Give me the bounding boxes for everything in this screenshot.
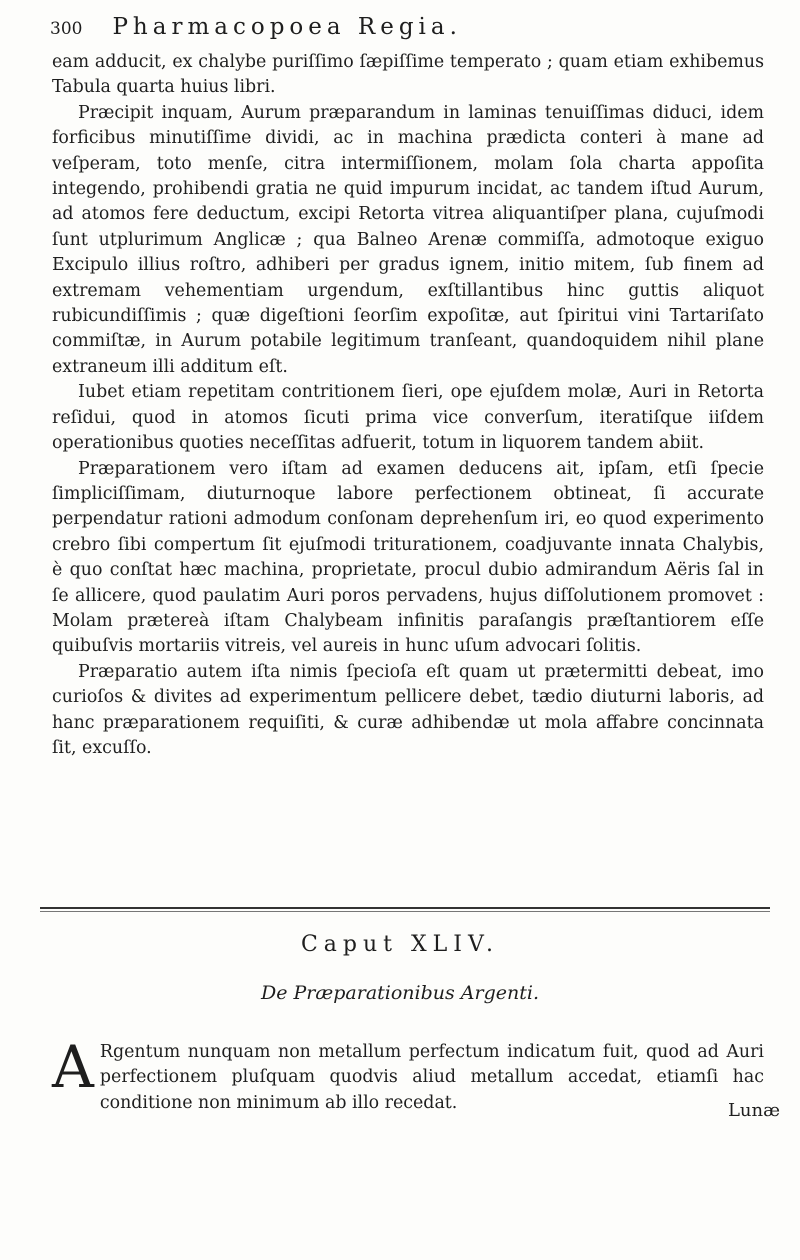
page-header bbox=[50, 14, 770, 48]
paragraph: Præparatio autem iſta nimis ſpecioſa eſt quam ut prætermitti debeat, imo curioſos & divites ad experimentum pellicere debet, tædio diuturni laboris, ad hanc præparationem requiſiti, & curæ adhibendæ ut mola affabre concinnata ſit, excuſſo. bbox=[52, 661, 764, 758]
running-head: Pharmacopoea Regia. bbox=[112, 14, 462, 40]
paragraph: Præcipit inquam, Aurum præparandum in laminas tenuiſſimas diduci, idem forficibus minutiſſime dividi, ac in machina prædicta conteri à mane ad veſperam, toto menſe, citra intermiſſionem, molam ſola charta appoſita integendo, prohibendi gratia ne quid impurum incidat, ac tandem iſtud Aurum, ad atomos fere deductum, excipi Retorta vitrea aliquantiſper plana, cujuſmodi ſunt utplurimum Anglicæ ; qua Balneo Arenæ commiſſa, admotoque exiguo Excipulo illius roſtro, adhiberi per gradus ignem, initio mitem, ſub finem ad extremam vehementiam urgendum, exſtillantibus hinc guttis aliquot rubicundiſſimis ; quæ digeſtioni ſeorſim expoſitæ, aut ſpiritui vini Tartariſato commiſtæ, in Aurum potabile legitimum tranſeant, quandoquidem nihil plane extraneum illi additum eſt. bbox=[52, 102, 764, 377]
chapter-text bbox=[52, 1033, 764, 1116]
chapter-subtitle: De Præparationibus Argenti. bbox=[261, 982, 539, 1004]
paragraph: Præparationem vero iſtam ad examen deducens ait, ipſam, etſi ſpecie ſimpliciſſimam, diuturnoque labore perfectionem obtineat, ſi accurate perpendatur rationi admodum conſonam deprehenſum iri, eo quod experimento crebro ſibi compertum ſit ejuſmodi triturationem, coadjuvante innata Chalybis, è quo conſtat hæc machina, proprietate, procul dubio admirandum Aëris ſal in ſe allicere, quod paulatim Auri poros pervadens, hujus diſſolutionem promovet : Molam prætereà iſtam Chalybeam infinitis paraſangis præſtantiorem eſſe quibuſvis mortariis vitreis, vel aureis in hunc uſum advocari ſolitis. bbox=[52, 458, 764, 657]
body-text bbox=[52, 50, 764, 761]
paragraph: Iubet etiam repetitam contritionem ſieri, ope ejuſdem molæ, Auri in Retorta reſidui, quod in atomos ſicuti prima vice converſum, iteratiſque iiſdem operationibus quoties neceſſitas adfuerit, totum in liquorem tandem abiit. bbox=[52, 382, 764, 454]
section-divider-thin bbox=[40, 911, 770, 912]
page-number: 300 bbox=[50, 19, 83, 39]
section-divider bbox=[40, 907, 770, 909]
catchword: Lunæ bbox=[727, 1100, 780, 1121]
chapter-paragraph bbox=[52, 1033, 764, 1116]
chapter-paragraph-text: Rgentum nunquam non metallum perfectum indicatum fuit, quod ad Auri perfectionem pluſquam quodvis aliud metallum accedat, etiamſi hac conditione non minimum ab illo recedat. bbox=[99, 1042, 764, 1113]
chapter-title: Caput XLIV. bbox=[300, 932, 500, 957]
drop-cap: A bbox=[52, 1033, 94, 1101]
paragraph: eam adducit, ex chalybe puriſſimo ſæpiſſime temperato ; quam etiam exhibemus Tabula quarta huius libri. bbox=[52, 52, 764, 98]
